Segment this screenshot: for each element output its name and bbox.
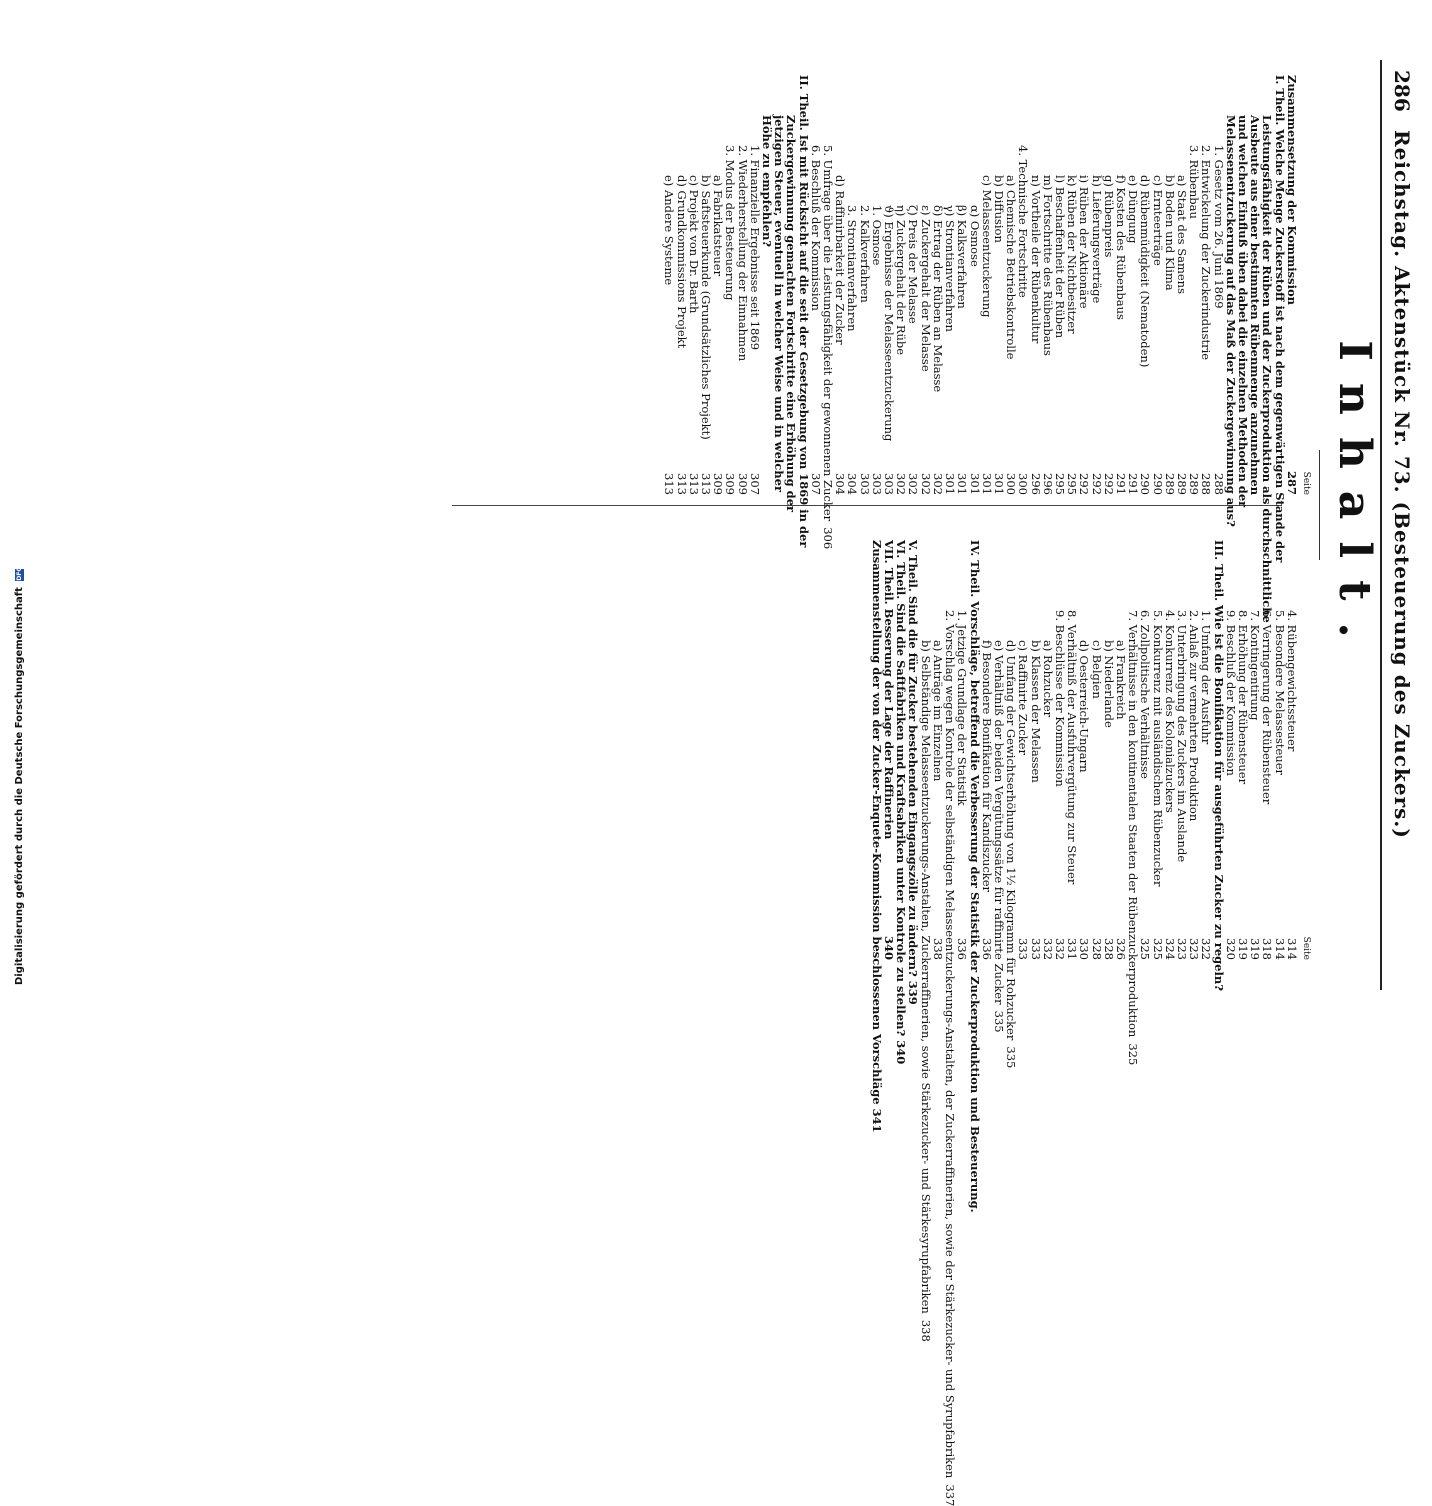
toc-entry-text: und welchen Einfluß üben dabei die einzelnen Methoden der: [1235, 115, 1250, 508]
toc-entry-text: e) Verhältniß der beiden Vergütungssätze für raffinirte Zucker: [991, 640, 1006, 1005]
toc-entry-page: 302: [906, 473, 921, 495]
toc-entry: [943, 540, 958, 1506]
toc-entry: [1115, 75, 1127, 495]
toc-entry: [1261, 540, 1273, 960]
toc-entry: [993, 75, 1005, 495]
toc-entry: [869, 540, 884, 1133]
toc-entry-text: III. Theil. Wie ist die Bonifikation für ausgeführten Zucker zu regeln?: [1211, 540, 1226, 991]
toc-entry: [1272, 75, 1287, 563]
toc-entry-text: 6. Verringerung der Rübensteuer: [1260, 610, 1275, 805]
toc-entry-page: 313: [699, 473, 714, 495]
toc-entry: [1017, 540, 1029, 960]
toc-entry-text: f) Kosten des Rübenbaus: [1113, 175, 1128, 320]
toc-entry-text: Zuckergewinnung gemachten Fortschritte eine Erhöhung der: [784, 115, 799, 513]
toc-entry-page: 288: [1211, 473, 1226, 495]
toc-entry: [1151, 75, 1163, 495]
toc-entry-text: b) Niederlande: [1101, 640, 1116, 728]
toc-entry-text: h) Lieferungsverträge: [1089, 175, 1104, 304]
toc-entry: [1235, 75, 1250, 508]
toc-entry-text: VII. Theil. Besserung der Lage der Raffinerien: [882, 540, 897, 840]
digitization-credit: [14, 566, 25, 985]
toc-entry-page: 303: [857, 473, 872, 495]
toc-entry-page: 289: [1187, 473, 1202, 495]
toc-entry: [906, 540, 921, 1005]
toc-entry-page: 289: [1174, 473, 1189, 495]
toc-entry-page: 338: [918, 1319, 933, 1342]
toc-entry-text: d) Rübenmüdigkeit (Nematoden): [1138, 175, 1153, 368]
toc-entry-text: a) Staat des Samens: [1174, 175, 1189, 294]
toc-entry-page: 340: [882, 935, 897, 960]
toc-entry-text: I. Theil. Welche Menge Zuckerstoff ist nach dem gegenwärtigen Stande der: [1272, 75, 1287, 563]
toc-entry-page: 302: [930, 473, 945, 495]
toc-entry: [810, 75, 822, 495]
toc-entry: [895, 75, 907, 495]
toc-entry-page: 319: [1235, 938, 1250, 960]
toc-entry-page: 326: [1113, 938, 1128, 960]
toc-entry-text: l) Beschaffenheit der Rüben: [1052, 175, 1067, 339]
toc-entry-page: 290: [1150, 473, 1165, 495]
toc-entry: [1237, 540, 1249, 960]
toc-entry-text: η) Zuckergehalt der Rübe: [894, 205, 909, 356]
toc-entry-text: 1. Osmose: [869, 205, 884, 266]
toc-entry: [700, 75, 712, 495]
toc-entry: [981, 75, 993, 495]
toc-entry: [761, 75, 773, 495]
toc-entry: [1066, 75, 1078, 495]
toc-entry-page: 335: [1004, 1046, 1019, 1069]
toc-entry-text: d) Umfang der Gewichtserhöhung von 1½ Kilogramm für Rohzucker: [1004, 640, 1019, 1041]
toc-entry: [1115, 540, 1127, 960]
toc-entry-text: δ) Ertrag der Rüben an Melasse: [930, 205, 945, 393]
toc-entry: [1103, 75, 1115, 495]
toc-entry-text: a) Anträge im Einzelnen: [930, 640, 945, 782]
toc-entry-text: γ) Strontianverfahren: [943, 205, 958, 332]
toc-entry: [796, 75, 811, 548]
toc-entry-text: g) Rübenpreis: [1101, 175, 1116, 258]
toc-entry: [1188, 540, 1200, 960]
toc-entry-page: 302: [918, 473, 933, 495]
toc-entry-text: 2. Vorschlag wegen Kontrole der selbständigen Melasseentzuckerungs-Anstalten, der Zuckerraffinerien, sowie der Stärkezucker- und Syrupfabriken: [943, 610, 958, 1479]
toc-entry-text: d) Grundkommissions Projekt: [674, 175, 689, 349]
toc-entry: [1286, 540, 1298, 960]
toc-entry-text: 4. Konkurrenz des Kolonialzuckers: [1162, 610, 1177, 813]
toc-entry-text: n) Vortheile der Rübenkultur: [1028, 175, 1043, 344]
toc-entry: [784, 75, 799, 513]
toc-entry-page: 295: [1065, 473, 1080, 495]
toc-entry: [1139, 75, 1151, 495]
toc-entry-text: 2. Anlaß zur vermehrten Produktion: [1187, 610, 1202, 822]
toc-entry-text: II. Theil. Ist mit Rücksicht auf die seit der Gesetzgebung von 1869 in der: [796, 75, 811, 548]
toc-entry-text: a) Chemische Betriebskontrolle: [1004, 175, 1019, 360]
toc-entry-text: a) Fabrikatsteuer: [711, 175, 726, 277]
toc-entry-text: c) Melasseentzuckerung: [979, 175, 994, 318]
toc-entry: [858, 75, 870, 495]
toc-right-column: [869, 540, 1312, 1506]
page-label: Seite: [1301, 471, 1311, 495]
toc-entry-page: 292: [1089, 473, 1104, 495]
toc-entry-page: 336: [979, 938, 994, 960]
toc-entry: [1090, 75, 1102, 495]
toc-entry-page: 313: [662, 473, 677, 495]
toc-entry-text: 3. Strontianverfahren: [845, 205, 860, 332]
toc-entry-text: VI. Theil. Sind die Saftfabriken und Kraftsabriken unter Kontrole zu stellen?: [894, 540, 909, 1037]
toc-entry-page: 301: [967, 473, 982, 495]
toc-entry-page: 314: [1284, 938, 1299, 960]
toc-entry-page: 295: [1052, 473, 1067, 495]
toc-entry: [736, 75, 748, 495]
toc-entry-text: ζ) Preis der Melasse: [906, 205, 921, 324]
toc-entry-text: d) Oesterreich-Ungarn: [1077, 640, 1092, 773]
toc-entry: [1127, 75, 1139, 495]
toc-entry-text: 4. Technische Fortschritte: [1016, 145, 1031, 298]
toc-entry: [821, 75, 836, 550]
toc-entry: [1042, 540, 1054, 960]
toc-entry-text: m) Fortschritte des Rübenbaus: [1040, 175, 1055, 356]
toc-entry-text: b) Saftsteuerkunde (Grundsätzliches Projekt): [699, 175, 714, 440]
toc-entry-page: 318: [1260, 938, 1275, 960]
toc-entry-page: 332: [1052, 938, 1067, 960]
toc-entry-page: 341: [869, 1108, 884, 1133]
toc-entry-text: IV. Theil. Vorschläge, betreffend die Verbesserung der Statistik der Zuckerproduktion und Besteuerung.: [967, 540, 982, 1213]
toc-entry-text: 1. Gesetz vom 26. Juni 1869: [1211, 145, 1226, 309]
toc-entry-page: 319: [1248, 938, 1263, 960]
toc-entry: [773, 75, 785, 495]
toc-entry-page: 296: [1040, 473, 1055, 495]
toc-entry-text: 2. Entwickelung der Zuckerindustrie: [1199, 145, 1214, 361]
toc-entry-text: β) Kalksverfahren: [955, 205, 970, 309]
toc-entry-text: a) Frankreich: [1113, 640, 1128, 720]
toc-entry-page: 291: [1113, 473, 1128, 495]
toc-entry: [918, 540, 933, 1342]
toc-entry-text: k) Rüben der Nichtbesitzer: [1065, 175, 1080, 334]
toc-entry: [1078, 540, 1090, 960]
toc-entry: [1164, 75, 1176, 495]
toc-entry-text: b) Diffusion: [991, 175, 1006, 243]
toc-entry: [894, 540, 909, 1065]
toc-entry-text: Melassenentzuckerung auf das Maß der Zuckergewinnung aus?: [1223, 115, 1238, 527]
toc-entry: [883, 540, 895, 960]
page-label-right: Seite: [1301, 936, 1311, 960]
toc-entry-page: 332: [1040, 938, 1055, 960]
toc-entry: [1286, 75, 1298, 495]
toc-entry: [1126, 540, 1141, 1066]
toc-entry: [956, 75, 968, 495]
toc-entry: [932, 540, 944, 960]
toc-entry-text: 1. Finanzielle Ergebnisse seit 1869: [747, 145, 762, 351]
toc-entry-page: 309: [711, 473, 726, 495]
toc-entry: [968, 75, 980, 495]
toc-entry-page: 330: [1077, 938, 1092, 960]
toc-entry-page: 304: [845, 473, 860, 495]
toc-entry-page: 306: [821, 527, 836, 550]
toc-entry: [1151, 540, 1163, 960]
toc-entry-page: 301: [979, 473, 994, 495]
toc-entry: [1066, 540, 1078, 960]
toc-entry-text: 3. Unterbringung des Zuckers im Auslande: [1174, 610, 1189, 863]
toc-entry-page: 307: [747, 473, 762, 495]
toc-entry-page: 300: [1004, 473, 1019, 495]
toc-entry-page: 340: [894, 1040, 909, 1065]
toc-entry-page: 303: [869, 473, 884, 495]
title-rule: [1319, 450, 1320, 560]
column-divider: [452, 505, 1282, 506]
toc-entry-page: 323: [1187, 938, 1202, 960]
toc-entry: [1225, 540, 1237, 960]
toc-entry: [1164, 540, 1176, 960]
toc-entry: [834, 75, 846, 495]
toc-entry-page: 301: [955, 473, 970, 495]
toc-entry: [1249, 75, 1261, 495]
toc-entry: [1029, 540, 1041, 960]
toc-entry-page: 300: [1016, 473, 1031, 495]
toc-entry-page: 303: [882, 473, 897, 495]
toc-entry: [712, 75, 724, 495]
toc-entry-page: 328: [1101, 938, 1116, 960]
toc-entry: [1200, 75, 1212, 495]
toc-entry-text: 5. Umfrage über die Leistungsfähigkeit der gewonnenen Zucker: [821, 145, 836, 522]
toc-entry-text: jetzigen Steuer, eventuell in welcher Weise und in welcher: [772, 115, 787, 493]
toc-entry-text: 1. Umfang der Ausfuhr: [1199, 610, 1214, 745]
page-header: [1382, 60, 1422, 980]
toc-entry-page: 287: [1284, 470, 1299, 495]
credit-text: Digitalisierung gefördert durch die Deutsche Forschungsgemeinschaft: [14, 587, 25, 985]
toc-entry: [846, 75, 858, 495]
toc-entry-page: 322: [1199, 938, 1214, 960]
toc-entry-page: 320: [1223, 938, 1238, 960]
toc-entry-page: 323: [1174, 938, 1189, 960]
toc-left-column: [662, 75, 1312, 623]
toc-entry-text: 6. Beschluß der Kommission: [808, 145, 823, 311]
toc-entry-text: 9. Beschluß der Kommission: [1223, 610, 1238, 776]
toc-entry: [907, 75, 919, 495]
header-rule: [1380, 60, 1382, 990]
toc-entry: [871, 75, 883, 495]
toc-entry-page: 313: [686, 473, 701, 495]
toc-entry-page: 290: [1138, 473, 1153, 495]
toc-entry: [1090, 540, 1102, 960]
toc-entry: [688, 75, 700, 495]
toc-entry: [1211, 540, 1226, 991]
toc-entry-text: ε) Zuckergehalt der Melasse: [918, 205, 933, 372]
toc-entry-text: 7. Kontingentirung: [1248, 610, 1263, 721]
toc-entry: [1249, 540, 1261, 960]
toc-entry: [956, 540, 968, 960]
toc-entry: [991, 540, 1006, 1033]
toc-entry-text: 8. Verhältniß der Ausfuhrvergütung zur Steuer: [1065, 610, 1080, 885]
toc-entry-text: ϑ) Ergebnisse der Melasseentzuckerung: [882, 205, 897, 442]
toc-entry: [663, 75, 675, 495]
toc-entry-text: α) Osmose: [967, 205, 982, 267]
toc-entry-page: 325: [1150, 938, 1165, 960]
toc-entry: [1273, 540, 1285, 960]
toc-entry: [1042, 75, 1054, 495]
toc-entry-text: b) Selbständige Melasseentzuckerungs-Anstalten, Zuckerraffinerien, sowie Stärkezucker- und Stärkesyrupfabriken: [918, 640, 933, 1314]
toc-entry-text: 5. Konkurrenz mit ausländischem Rübenzucker: [1150, 610, 1165, 887]
toc-entry: [749, 75, 761, 495]
toc-entry-text: c) Ernteerträge: [1150, 175, 1165, 266]
toc-entry-page: 296: [1028, 473, 1043, 495]
toc-entry-page: 313: [674, 473, 689, 495]
footer-strip: [0, 0, 25, 1000]
toc-entry-text: e) Düngung: [1126, 175, 1141, 244]
toc-entry: [1176, 540, 1188, 960]
toc-entry-text: 4. Rübengewichtssteuer: [1284, 610, 1299, 752]
toc-entry: [1139, 540, 1151, 960]
toc-entry-text: d) Raffinirbarkeit der Zucker: [833, 175, 848, 345]
toc-entry-page: 304: [833, 473, 848, 495]
toc-entry-page: 324: [1162, 938, 1177, 960]
toc-entry: [1212, 75, 1224, 495]
toc-entry-text: 6. Zollpolitische Verhältnisse: [1138, 610, 1153, 779]
toc-entry-text: 5. Besondere Melassesteuer: [1272, 610, 1287, 776]
dfg-logo-icon: DFG: [15, 566, 23, 581]
toc-entry-text: b) Klassen der Melassen: [1028, 640, 1043, 783]
toc-entry-text: 7. Verhältnisse in den kontinentalen Staaten der Rübenzuckerproduktion: [1126, 610, 1141, 1038]
toc-entry-page: 339: [906, 980, 921, 1005]
running-head: Reichstag. Aktenstück Nr. 73. (Besteuerung des Zuckers.): [1390, 130, 1414, 839]
toc-entry-text: Zusammenstellung der von der Zucker-Enquete-Kommission beschlossenen Vorschläge: [869, 540, 884, 1105]
toc-entry: [1004, 540, 1019, 1069]
toc-entry-text: Ausbeute aus einer bestimmten Rübenmenge anzunehmen: [1248, 115, 1263, 496]
toc-entry-page: 333: [1016, 938, 1031, 960]
toc-entry: [1103, 540, 1115, 960]
toc-entry-page: 331: [1065, 938, 1080, 960]
toc-entry-page: 328: [1089, 938, 1104, 960]
toc-entry-page: 336: [955, 938, 970, 960]
toc-entry: [967, 540, 982, 1213]
toc-entry: [1005, 75, 1017, 495]
toc-entry-page: 292: [1101, 473, 1116, 495]
toc-entry: [1200, 540, 1212, 960]
toc-entry-page: 333: [1028, 938, 1043, 960]
toc-entry: [724, 75, 736, 495]
toc-entry: [1260, 75, 1275, 623]
toc-entry-page: 302: [894, 473, 909, 495]
toc-entry-text: 2. Kalkverfahren: [857, 205, 872, 303]
toc-entry-page: 335: [991, 1010, 1006, 1033]
toc-entry-page: 301: [991, 473, 1006, 495]
toc-entry: [944, 75, 956, 495]
toc-entry-text: a) Rohzucker: [1040, 640, 1055, 718]
toc-entry-page: 309: [735, 473, 750, 495]
toc-entry: [1176, 75, 1188, 495]
toc-entry-text: e) Andere Systeme: [662, 175, 677, 286]
toc-entry-text: Höhe zu empfehlen?: [760, 115, 775, 248]
toc-entry-page: 309: [723, 473, 738, 495]
page-number: 286: [1390, 70, 1414, 112]
toc-entry: [981, 540, 993, 960]
toc-entry-text: c) Projekt von Dr. Barth: [686, 175, 701, 314]
toc-entry-page: 325: [1138, 938, 1153, 960]
toc-entry: [1188, 75, 1200, 495]
toc-entry-page: 337: [943, 1484, 958, 1506]
toc-entry-page: 325: [1126, 1043, 1141, 1066]
toc-entry: [1017, 75, 1029, 495]
toc-entry-text: b) Boden und Klima: [1162, 175, 1177, 291]
toc-entry: [932, 75, 944, 495]
toc-entry: [1054, 540, 1066, 960]
toc-entry-page: 338: [930, 938, 945, 960]
toc-entry-text: c) Belgien: [1089, 640, 1104, 699]
toc-entry-text: Zusammensetzung der Kommission: [1284, 75, 1299, 305]
toc-entry-page: 291: [1126, 473, 1141, 495]
toc-entry-text: 8. Erhöhung der Rübensteuer: [1235, 610, 1250, 785]
toc-entry-text: 3. Rübenbau: [1187, 145, 1202, 219]
toc-entry: [1078, 75, 1090, 495]
toc-entry-text: 1. Jetzige Grundlage der Statistik: [955, 610, 970, 806]
toc-entry-text: f) Besondere Bonifikation für Kandiszucker: [979, 640, 994, 893]
toc-entry-page: 289: [1162, 473, 1177, 495]
toc-entry: [1223, 75, 1238, 527]
toc-entry-text: 9. Beschlüsse der Kommission: [1052, 610, 1067, 787]
page-title: Inhalt.: [1329, 340, 1380, 660]
toc-entry: [883, 75, 895, 495]
toc-entry-page: 307: [808, 473, 823, 495]
toc-entry: [1054, 75, 1066, 495]
toc-entry-page: 301: [943, 473, 958, 495]
toc-entry-text: i) Rüben der Aktionäre: [1077, 175, 1092, 309]
toc-entry-text: 3. Modus der Besteuerung: [723, 145, 738, 301]
toc-entry-text: c) Raffinirte Zucker: [1016, 640, 1031, 755]
toc-entry: [920, 75, 932, 495]
toc-entry: [675, 75, 687, 495]
toc-entry-text: V. Theil. Sind die für Zucker bestehenden Eingangszölle zu ändern?: [906, 540, 921, 977]
toc-entry-text: Leistungsfähigkeit der Rüben und der Zuckerproduktion als durchschnittliche: [1260, 115, 1275, 623]
toc-entry: [1029, 75, 1041, 495]
toc-entry-text: 2. Wiederherstellung der Einnahmen: [735, 145, 750, 362]
toc-entry-page: 314: [1272, 938, 1287, 960]
toc-entry-page: 288: [1199, 473, 1214, 495]
toc-entry-page: 292: [1077, 473, 1092, 495]
